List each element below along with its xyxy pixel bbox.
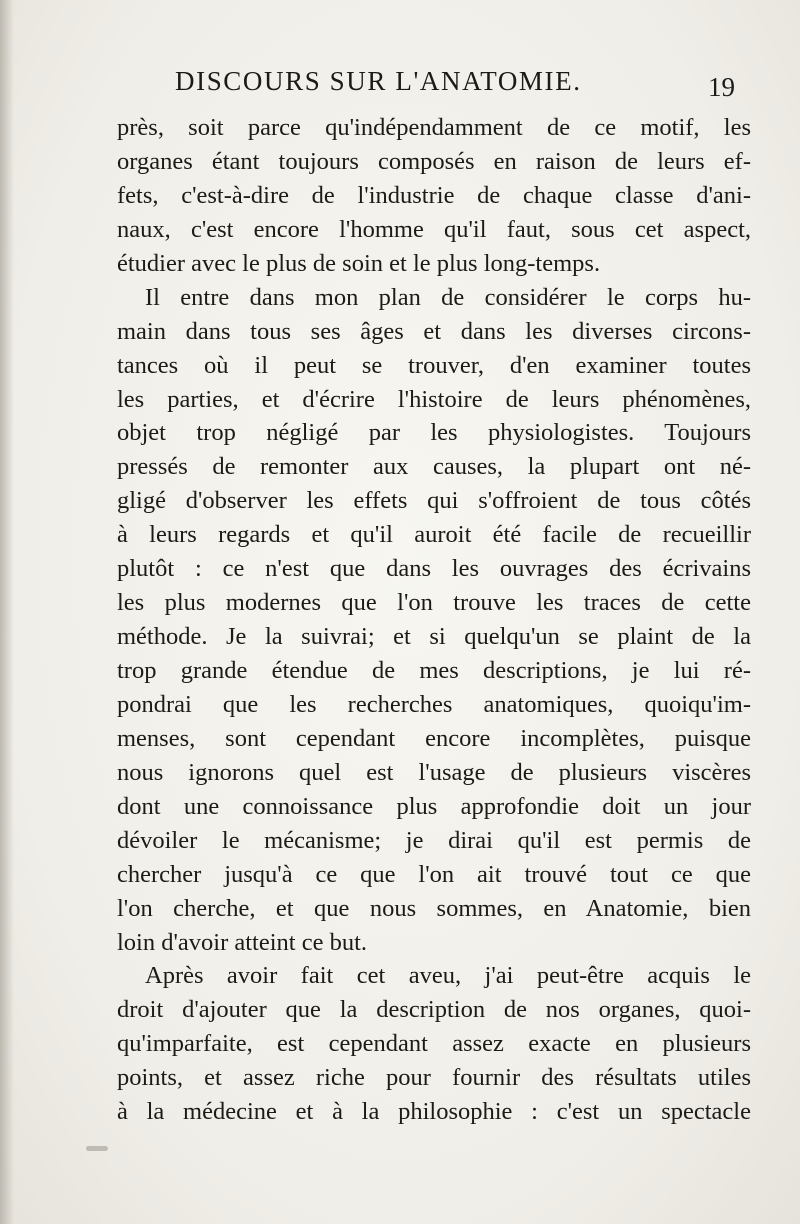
running-head: DISCOURS SUR L'ANATOMIE. xyxy=(175,66,582,96)
text-line: à leurs regards et qu'il auroit été facile de recueillir xyxy=(117,521,751,549)
ink-smudge xyxy=(86,1146,108,1151)
text-line: chercher jusqu'à ce que l'on ait trouvé tout ce que xyxy=(117,860,751,888)
text-line: loin d'avoir atteint ce but. xyxy=(117,928,368,956)
text-line: droit d'ajouter que la description de nos organes, quoi- xyxy=(117,996,751,1024)
text-line: naux, c'est encore l'homme qu'il faut, sous cet aspect, xyxy=(117,215,751,243)
text-line: dévoiler le mécanisme; je dirai qu'il est permis de xyxy=(117,826,751,854)
text-line: méthode. Je la suivrai; et si quelqu'un se plaint de la xyxy=(117,623,751,651)
text-line: main dans tous ses âges et dans les diverses circons- xyxy=(117,317,751,345)
text-line: pondrai que les recherches anatomiques, quoiqu'im- xyxy=(117,690,751,718)
text-line: l'on cherche, et que nous sommes, en Anatomie, bien xyxy=(117,894,751,922)
text-line: les plus modernes que l'on trouve les traces de cette xyxy=(117,589,751,617)
text-line: près, soit parce qu'indépendamment de ce motif, les xyxy=(117,114,751,141)
text-line: plutôt : ce n'est que dans les ouvrages des écrivains xyxy=(117,555,751,583)
text-line: pressés de remonter aux causes, la plupart ont né- xyxy=(117,453,751,481)
text-line: points, et assez riche pour fournir des résultats utiles xyxy=(117,1064,751,1092)
text-line: gligé d'observer les effets qui s'offroient de tous côtés xyxy=(117,487,751,515)
text-line: les parties, et d'écrire l'histoire de leurs phénomènes, xyxy=(117,385,751,413)
text-line: dont une connoissance plus approfondie doit un jour xyxy=(117,792,751,820)
text-line: nous ignorons quel est l'usage de plusieurs viscères xyxy=(117,758,751,786)
gutter-shadow xyxy=(0,0,14,1224)
text-line: trop grande étendue de mes descriptions, je lui ré- xyxy=(117,657,751,684)
text-line: organes étant toujours composés en raison de leurs ef- xyxy=(117,147,751,175)
text-line: fets, c'est-à-dire de l'industrie de chaque classe d'ani- xyxy=(117,181,751,209)
body-text xyxy=(117,111,751,1129)
paragraph-start-line: Après avoir fait cet aveu, j'ai peut-être acquis le xyxy=(145,962,751,990)
text-line: qu'imparfaite, est cependant assez exacte en plusieurs xyxy=(117,1030,751,1058)
text-line: étudier avec le plus de soin et le plus long-temps. xyxy=(117,249,601,277)
text-line: à la médecine et à la philosophie : c'est un spectacle xyxy=(117,1098,751,1126)
text-line: menses, sont cependant encore incomplètes, puisque xyxy=(117,724,751,752)
page-number: 19 xyxy=(708,72,735,102)
paragraph-start-line: Il entre dans mon plan de considérer le corps hu- xyxy=(145,283,751,311)
text-line: objet trop négligé par les physiologistes. Toujours xyxy=(117,419,751,447)
text-line: tances où il peut se trouver, d'en examiner toutes xyxy=(117,351,751,379)
